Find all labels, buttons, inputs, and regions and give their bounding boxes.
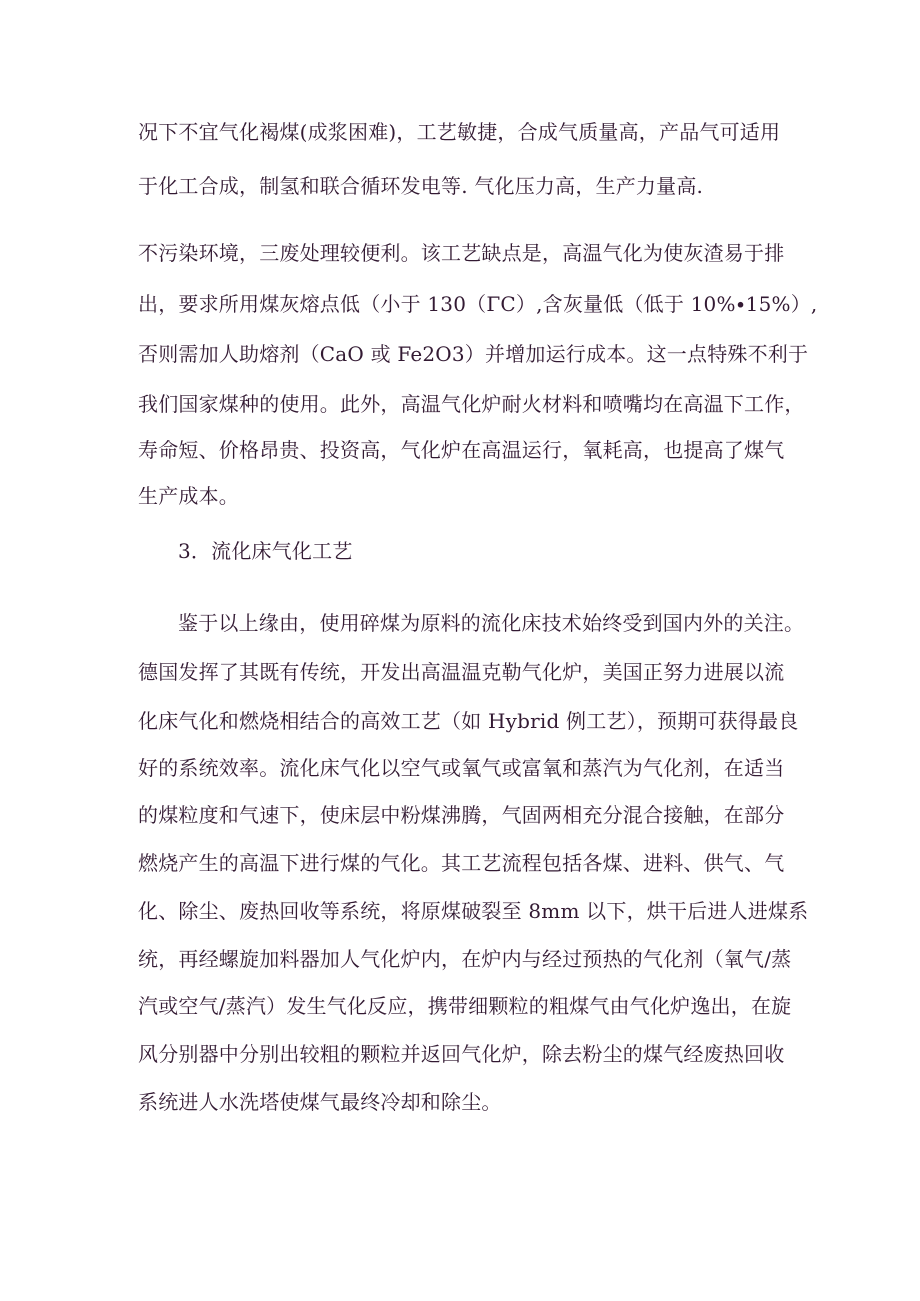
paragraph-3-line-6: 燃烧产生的高温下进行煤的气化。其工艺流程包括各煤、进料、供气、气 — [138, 851, 785, 875]
paragraph-2-line-6: 生产成本。 — [138, 484, 239, 508]
paragraph-3-line-5: 的煤粒度和气速下，使床层中粉煤沸腾，气固两相充分混合接触，在部分 — [138, 803, 785, 827]
paragraph-3-line-11: 系统进人水洗塔使煤气最终冷却和除尘。 — [138, 1090, 502, 1114]
paragraph-1-line-2: 于化工合成，制氢和联合循环发电等. 气化压力高，生产力量高. — [138, 174, 704, 198]
paragraph-3-line-7: 化、除尘、废热回收等系统，将原煤破裂至 8mm 以下，烘干后进人进煤系 — [138, 899, 809, 923]
paragraph-3-line-8: 统，再经螺旋加料器加人气化炉内，在炉内与经过预热的气化剂（氧气/蒸 — [138, 947, 792, 971]
paragraph-2-line-2: 出，要求所用煤灰熔点低（小于 130（ΓC）,含灰量低（低于 10%∙15%）, — [138, 292, 818, 316]
paragraph-2-line-1: 不污染环境，三废处理较便利。该工艺缺点是，高温气化为使灰渣易于排 — [138, 241, 785, 265]
paragraph-3-line-1: 鉴于以上缘由，使用碎煤为原料的流化床技术始终受到国内外的关注。 — [178, 611, 805, 635]
paragraph-2-line-4: 我们国家煤种的使用。此外，高温气化炉耐火材料和喷嘴均在高温下工作， — [138, 392, 805, 416]
paragraph-3-line-2: 德国发挥了其既有传统，开发出高温温克勒气化炉，美国正努力进展以流 — [138, 660, 785, 684]
paragraph-2-line-3: 否则需加人助熔剂（CaO 或 Fe2O3）并增加运行成本。这一点特殊不利于 — [138, 342, 809, 366]
paragraph-1-line-1: 况下不宜气化褐煤(成浆困难)，工艺敏捷，合成气质量高，产品气可适用 — [138, 120, 781, 144]
section-heading: 3．流化床气化工艺 — [178, 539, 353, 563]
paragraph-3-line-9: 汽或空气/蒸汽）发生气化反应，携带细颗粒的粗煤气由气化炉逸出，在旋 — [138, 994, 792, 1018]
paragraph-3-line-4: 好的系统效率。流化床气化以空气或氧气或富氧和蒸汽为气化剂，在适当 — [138, 756, 785, 780]
paragraph-3-line-10: 风分别器中分别出较粗的颗粒并返回气化炉，除去粉尘的煤气经废热回收 — [138, 1042, 785, 1066]
paragraph-2-line-5: 寿命短、价格昂贵、投资高，气化炉在高温运行，氧耗高，也提高了煤气 — [138, 438, 785, 462]
paragraph-3-line-3: 化床气化和燃烧相结合的高效工艺（如 Hybrid 例工艺），预期可获得最良 — [138, 709, 799, 733]
